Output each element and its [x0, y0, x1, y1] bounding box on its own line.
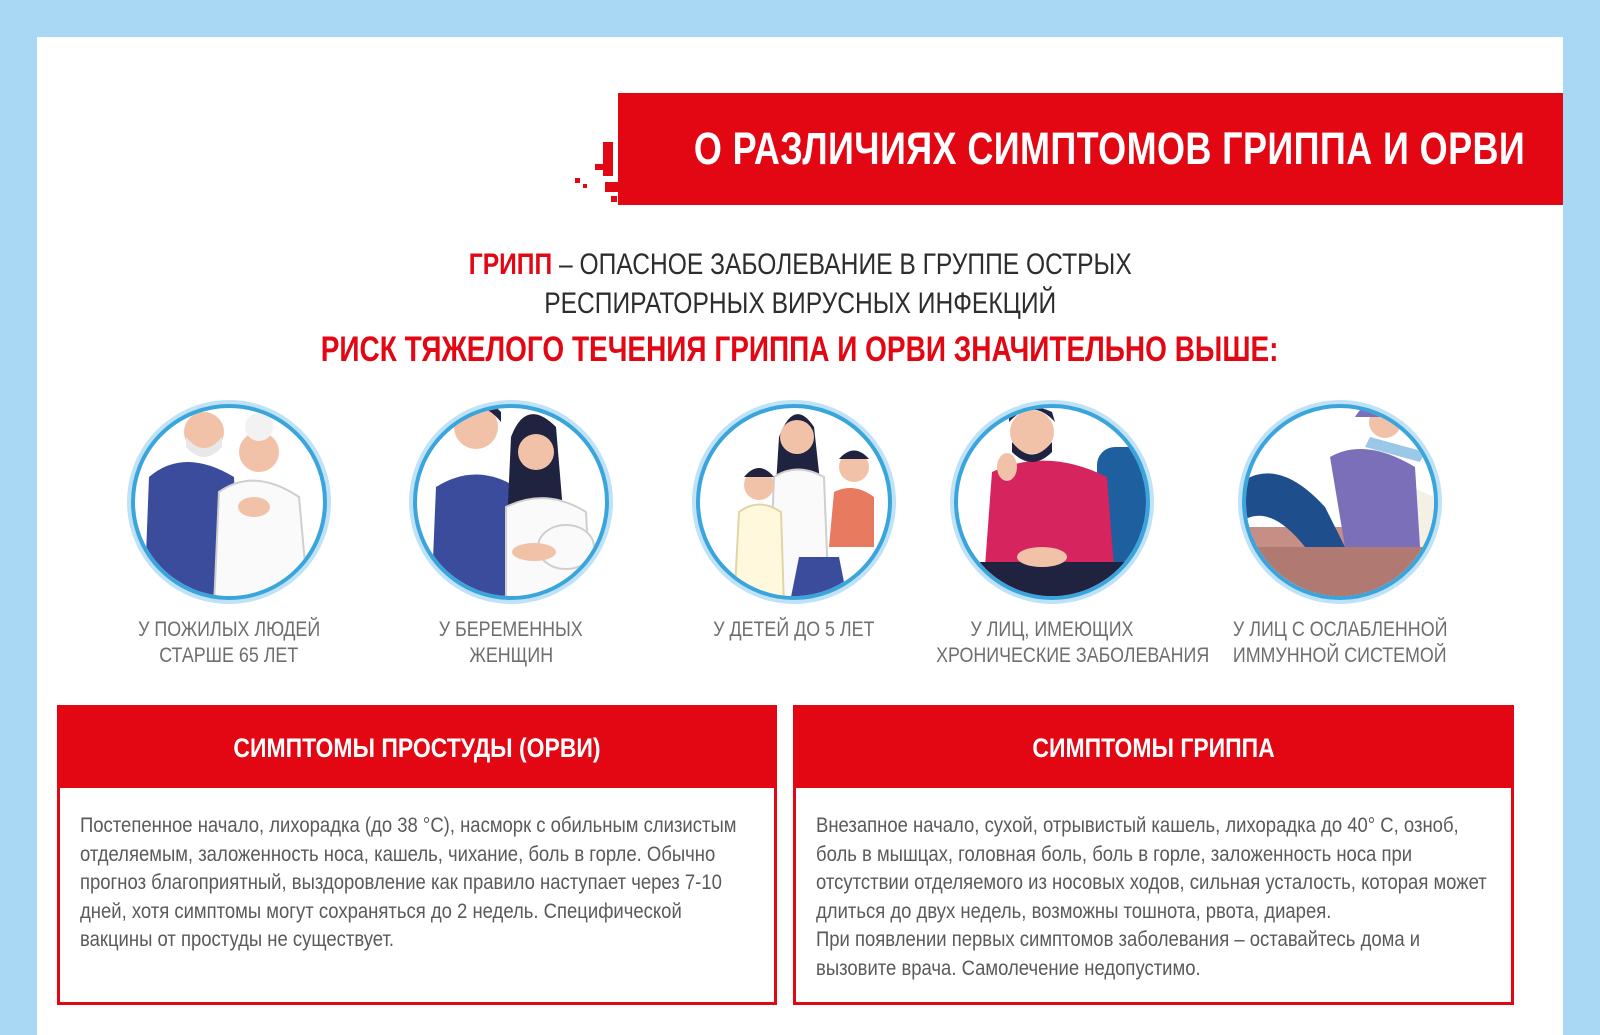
risk-heading [37, 330, 1563, 370]
risk-group-elderly [89, 397, 369, 669]
sick-man-icon [947, 397, 1157, 607]
intro-line1: ОПАСНОЕ ЗАБОЛЕВАНИЕ В ГРУППЕ ОСТРЫХ [579, 248, 1132, 281]
risk-group-label: У ДЕТЕЙ ДО 5 ЛЕТ [713, 618, 875, 641]
risk-group-children [654, 397, 934, 669]
flu-symptoms-text: Внезапное начало, сухой, отрывистый кашель, лихорадка до 40° С, озноб, боль в мышцах, головная боль, боль в горле, заложенность носа при отсутствии отделяемого из носовых ходов, сильная усталость, которая может длиться до двух недель, возможны тошнота, рвота, диарея. При появлении первых симптомов заболевания – оставайтесь дома и вызовите врача. Самолечение недопустимо. [816, 814, 1487, 980]
intro-dash: – [558, 248, 573, 281]
risk-group-label: У БЕРЕМЕННЫХ ЖЕНЩИН [439, 618, 583, 667]
cold-symptoms-text: Постепенное начало, лихорадка (до 38 °С), насморк с обильным слизистым отделяемым, заложенность носа, кашель, чихание, боль в горле. Обычно прогноз благоприятный, выздоровление как правило наступает через 7-10 дней, хотя симптомы могут сохраняться до 2 недель. Специфической вакцины от простуды не существует. [80, 814, 737, 951]
cold-symptoms-title: СИМПТОМЫ ПРОСТУДЫ (ОРВИ) [60, 708, 774, 788]
intro-term: ГРИПП [468, 248, 552, 281]
page-title: О РАЗЛИЧИЯХ СИМПТОМОВ ГРИППА И ОРВИ [693, 123, 1525, 174]
intro-line2: РЕСПИРАТОРНЫХ ВИРУСНЫХ ИНФЕКЦИЙ [543, 287, 1057, 320]
risk-group-label: У ЛИЦ С ОСЛАБЛЕННОЙ ИММУННОЙ СИСТЕМОЙ [1232, 618, 1448, 667]
title-banner [618, 93, 1563, 205]
pregnant-couple-icon [406, 397, 616, 607]
risk-group-pregnant [371, 397, 651, 669]
mother-children-icon [689, 397, 899, 607]
intro-text [37, 245, 1563, 323]
cold-symptoms-panel [57, 705, 777, 1005]
risk-group-label: У ЛИЦ, ИМЕЮЩИХ ХРОНИЧЕСКИЕ ЗАБОЛЕВАНИЯ [936, 618, 1210, 667]
risk-group-chronic [912, 397, 1210, 669]
risk-group-label: У ПОЖИЛЫХ ЛЮДЕЙ СТАРШЕ 65 ЛЕТ [137, 618, 321, 667]
risk-heading-text: РИСК ТЯЖЕЛОГО ТЕЧЕНИЯ ГРИППА И ОРВИ ЗНАЧИТЕЛЬНО ВЫШЕ: [321, 330, 1279, 369]
infographic-card [37, 37, 1563, 1035]
flu-symptoms-panel [793, 705, 1514, 1005]
elderly-couple-icon [124, 397, 334, 607]
risk-groups [37, 397, 1563, 687]
resting-man-icon [1235, 397, 1445, 607]
flu-symptoms-title: СИМПТОМЫ ГРИППА [796, 708, 1511, 788]
risk-group-immune [1200, 397, 1480, 669]
